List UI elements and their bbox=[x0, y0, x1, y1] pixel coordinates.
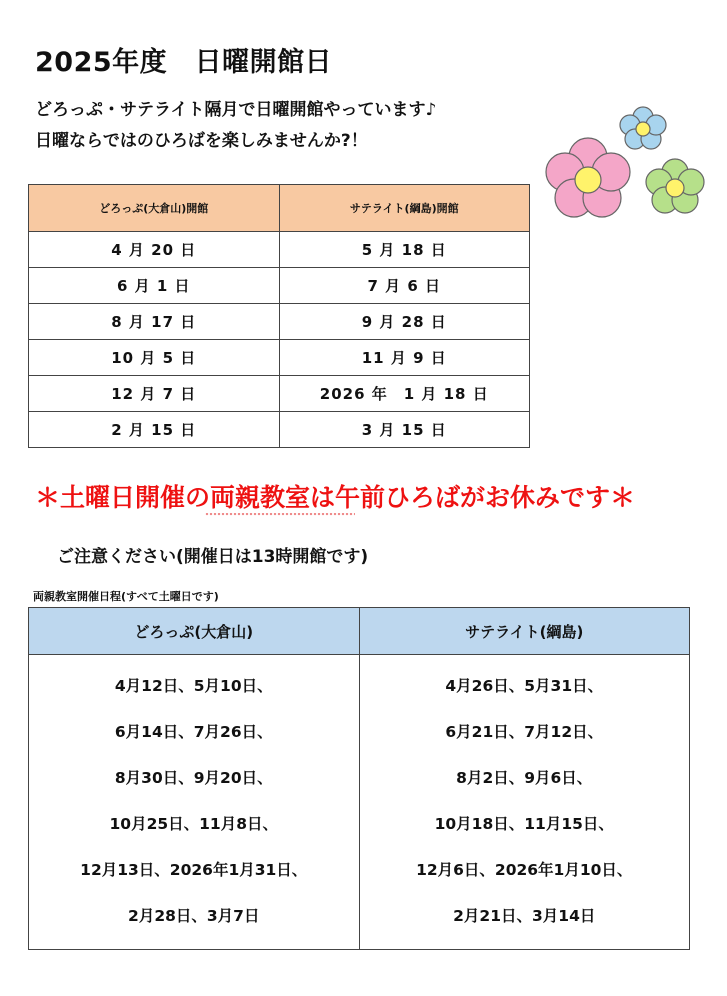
table-cell: 7 月 6 日 bbox=[279, 268, 530, 304]
date-line: 10月25日、11月8日、 bbox=[109, 815, 278, 833]
column-header-dropp: どろっぷ(大倉山) bbox=[29, 608, 360, 655]
date-line: 8月30日、9月20日、 bbox=[114, 769, 273, 787]
table-cell: 4 月 20 日 bbox=[29, 232, 280, 268]
pink-flower-icon bbox=[546, 138, 630, 217]
date-line: 4月26日、5月31日、 bbox=[445, 677, 604, 695]
date-line: 6月21日、7月12日、 bbox=[445, 723, 604, 741]
date-line: 2月21日、3月14日 bbox=[453, 907, 596, 925]
table-header-row bbox=[29, 185, 530, 232]
table-cell: 8 月 17 日 bbox=[29, 304, 280, 340]
column-header-satellite: サテライト(綱島)開館 bbox=[279, 185, 530, 232]
date-line: 8月2日、9月6日、 bbox=[456, 769, 593, 787]
table-cell: 2 月 15 日 bbox=[29, 412, 280, 448]
notice-underline-decoration bbox=[205, 513, 355, 516]
table-row bbox=[29, 655, 690, 950]
table-cell: 12 月 7 日 bbox=[29, 376, 280, 412]
green-flower-icon bbox=[646, 159, 704, 213]
flowers-decoration-icon bbox=[538, 100, 708, 225]
table-row bbox=[29, 412, 530, 448]
date-line: 10月18日、11月15日、 bbox=[434, 815, 614, 833]
table-cell: 6 月 1 日 bbox=[29, 268, 280, 304]
date-line: 12月6日、2026年1月10日、 bbox=[416, 861, 633, 879]
date-line: 12月13日、2026年1月31日、 bbox=[80, 861, 308, 879]
table-row bbox=[29, 376, 530, 412]
table-cell: 10 月 5 日 bbox=[29, 340, 280, 376]
table-cell: 9 月 28 日 bbox=[279, 304, 530, 340]
table-row bbox=[29, 304, 530, 340]
table-cell: 3 月 15 日 bbox=[279, 412, 530, 448]
date-line: 4月12日、5月10日、 bbox=[114, 677, 273, 695]
table-cell: 11 月 9 日 bbox=[279, 340, 530, 376]
caution-text: ご注意ください(開催日は13時開館です) bbox=[57, 547, 369, 567]
intro-line-2: 日曜ならではのひろばを楽しみませんか?！ bbox=[35, 131, 368, 151]
page-title: 2025年度 日曜開館日 bbox=[35, 47, 333, 78]
dropp-dates-cell bbox=[29, 655, 360, 950]
table-row bbox=[29, 340, 530, 376]
intro-line-1: どろっぷ・サテライト隔月で日曜開館やっています♪ bbox=[35, 100, 437, 120]
table-row bbox=[29, 268, 530, 304]
table-header-row bbox=[29, 608, 690, 655]
column-header-satellite: サテライト(綱島) bbox=[359, 608, 690, 655]
table-cell: 5 月 18 日 bbox=[279, 232, 530, 268]
schedule-label: 両親教室開催日程(すべて土曜日です) bbox=[33, 590, 219, 603]
blue-flower-icon bbox=[620, 107, 666, 149]
column-header-dropp: どろっぷ(大倉山)開館 bbox=[29, 185, 280, 232]
intro-text bbox=[35, 95, 436, 157]
closure-notice: ＊土曜日開催の両親教室は午前ひろばがお休みです＊ bbox=[35, 483, 636, 512]
parent-class-schedule-table bbox=[28, 607, 690, 950]
table-row bbox=[29, 232, 530, 268]
sunday-opening-table bbox=[28, 184, 530, 448]
date-line: 6月14日、7月26日、 bbox=[114, 723, 273, 741]
table-cell: 2026 年 1 月 18 日 bbox=[279, 376, 530, 412]
date-line: 2月28日、3月7日 bbox=[128, 907, 260, 925]
satellite-dates-cell bbox=[359, 655, 690, 950]
